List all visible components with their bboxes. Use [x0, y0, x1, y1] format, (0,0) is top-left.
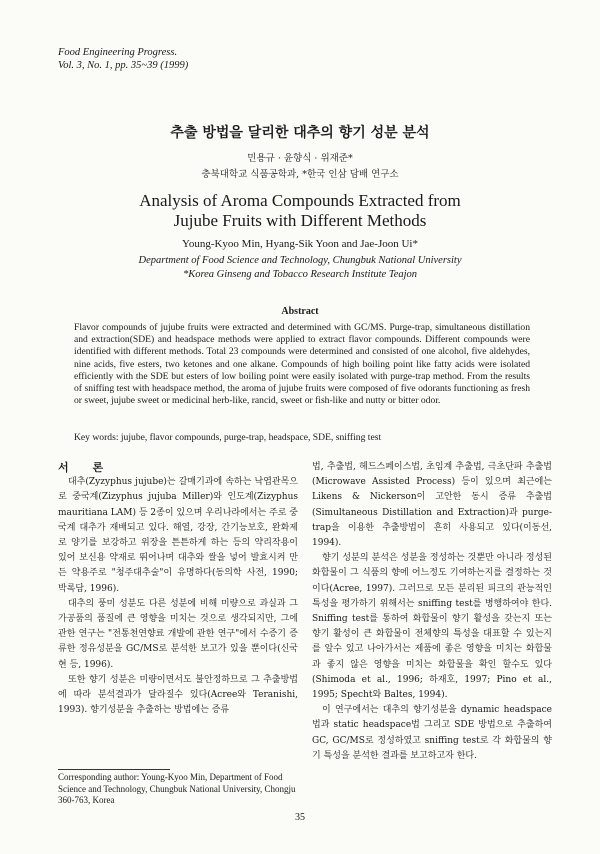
- english-affiliation-line2: *Korea Ginseng and Tobacco Research Institute Teajon: [182, 268, 418, 280]
- right-column: [312, 460, 552, 764]
- korean-title: 추출 방법을 달리한 대추의 향기 성분 분석: [170, 125, 430, 141]
- intro-paragraph-6: 이 연구에서는 대추의 향기성분을 dynamic headspace법과 static headspace법 그리고 SDE 방법으로 추출하여 GC, GC/MS로 정성하였고 sniffing test로 각 화합물의 향기 특성을 분석한 결과를 보고하고자 한다.: [312, 705, 552, 761]
- keywords: Key words: jujube, flavor compounds, purge-trap, headspace, SDE, sniffing test: [74, 432, 382, 443]
- left-column: [58, 460, 298, 718]
- section-heading-intro: 서 론: [58, 461, 114, 474]
- abstract-heading: Abstract: [281, 306, 319, 317]
- english-title-line1: Analysis of Aroma Compounds Extracted from: [139, 191, 461, 210]
- intro-paragraph-3: 또한 향기 성분은 미량이면서도 불안정하므로 그 추출방법에 따라 분석결과가 달라질수 있다(Acree와 Teranishi, 1993). 향기성분을 추출하는 방법에는 증류: [58, 674, 298, 716]
- english-affiliation-line1: Department of Food Science and Technology, Chungbuk National University: [138, 255, 462, 266]
- english-title-line2: Jujube Fruits with Different Methods: [173, 211, 427, 230]
- english-title: [0, 191, 600, 231]
- journal-name: Food Engineering Progress.: [58, 47, 178, 58]
- footnote-divider: [58, 769, 170, 770]
- journal-citation: Vol. 3, No. 1, pp. 35~39 (1999): [58, 60, 189, 71]
- corresponding-author-footnote: Corresponding author: Young-Kyoo Min, Department of Food Science and Technology, Chungbuk National University, Chongju 360-763, Korea: [58, 772, 296, 805]
- english-authors: Young-Kyoo Min, Hyang-Sik Yoon and Jae-Joon Ui*: [181, 238, 418, 250]
- intro-paragraph-1: 대추(Zyzyphus jujube)는 갈매기과에 속하는 낙엽관목으로 중국계(Zizyphus jujuba Miller)와 인도계(Zizyphus mauritiana LAM) 등 2종이 있으며 우리나라에서는 주로 중국계 대추가 재배되고 있다. 해열, 강장, 간기능보호, 완화제로 양기를 보강하고 위장을 튼튼하게 하는 등의 약리작용이 있어 보신용 약재로 뛰어나며 대추와 쌀을 넣어 발효시켜 만든 약용주로 "청주대추술"이 유명하다(동의학 사전, 1990; 박록담, 1996).: [58, 477, 298, 594]
- intro-paragraph-2: 대추의 풍미 성분도 다른 성분에 비해 미량으로 과실과 그 가공품의 품질에 큰 영향을 미치는 것으로 생각되지만, 그에 관한 연구는 "전통천연향료 개발에 관한 연구"에서 수증기 증류한 정유성분을 GC/MS로 분석한 보고가 있을 뿐이다(신국현 등, 1996).: [58, 598, 298, 670]
- intro-paragraph-5: 향기 성분의 분석은 성분을 정성하는 것뿐만 아니라 정성된 화합물이 그 식품의 향에 어느정도 기여하는지를 결정하는 것이다(Acree, 1997). 그러므로 모든 분리된 피크의 관능적인 특성을 평가하기 위해서는 sniffing test를 병행하여야 한다. Sniffing test를 통하여 화합물이 향기 활성을 갖는지 또는 향기 활성이 큰 화합물이 전체향의 특성을 대표할 수 있는지를 알수 있고 나아가서는 제품에 좋은 영향을 미치는 화합물과 좋지 않은 영향을 미치는 화합물을 확인 할수도 있다(Shimoda et al., 1996; 하재호, 1997; Pino et al., 1995; Specht와 Baltes, 1994).: [312, 553, 552, 701]
- english-affiliation: [0, 254, 600, 281]
- korean-affiliation: 충북대학교 식품공학과, *한국 인삼 담배 연구소: [201, 169, 399, 180]
- page-number: 35: [295, 812, 305, 823]
- intro-paragraph-4: 법, 추출법, 헤드스페이스법, 초임계 추출법, 극초단파 추출법(Microwave Assisted Process) 등이 있으며 최근에는 Likens & Nickerson이 고안한 동시 증류 추출법(Simultaneous Distillation and Extraction)과 purge-trap을 이용한 추출방법이 흔히 사용되고 있다(이동선, 1994).: [312, 462, 552, 549]
- journal-header: [58, 46, 188, 72]
- korean-authors: 민용규 · 윤향식 · 위재준*: [247, 153, 353, 164]
- abstract-text: Flavor compounds of jujube fruits were extracted and determined with GC/MS. Purge-trap, simultaneous distillation and extraction(SDE) and headspace methods were applied to extract flavor compounds. Different compounds were identified with different methods. Total 23 compounds were determined and consisted of one alcohol, five aldehydes, nine acids, five esters, two ketones and one alkane. Compounds of high boiling point like fatty acids were isolated efficiently with the SDE but esters of low boiling point were easily isolated with purge-trap method. From the results of sniffing test with headspace method, the aroma of jujube fruits were composed of five odorants functioning as fresh or sweet, jujube sweet or medicinal herb-like, rancid, sweet or fish-like and nutty or bitter odor.: [74, 322, 530, 407]
